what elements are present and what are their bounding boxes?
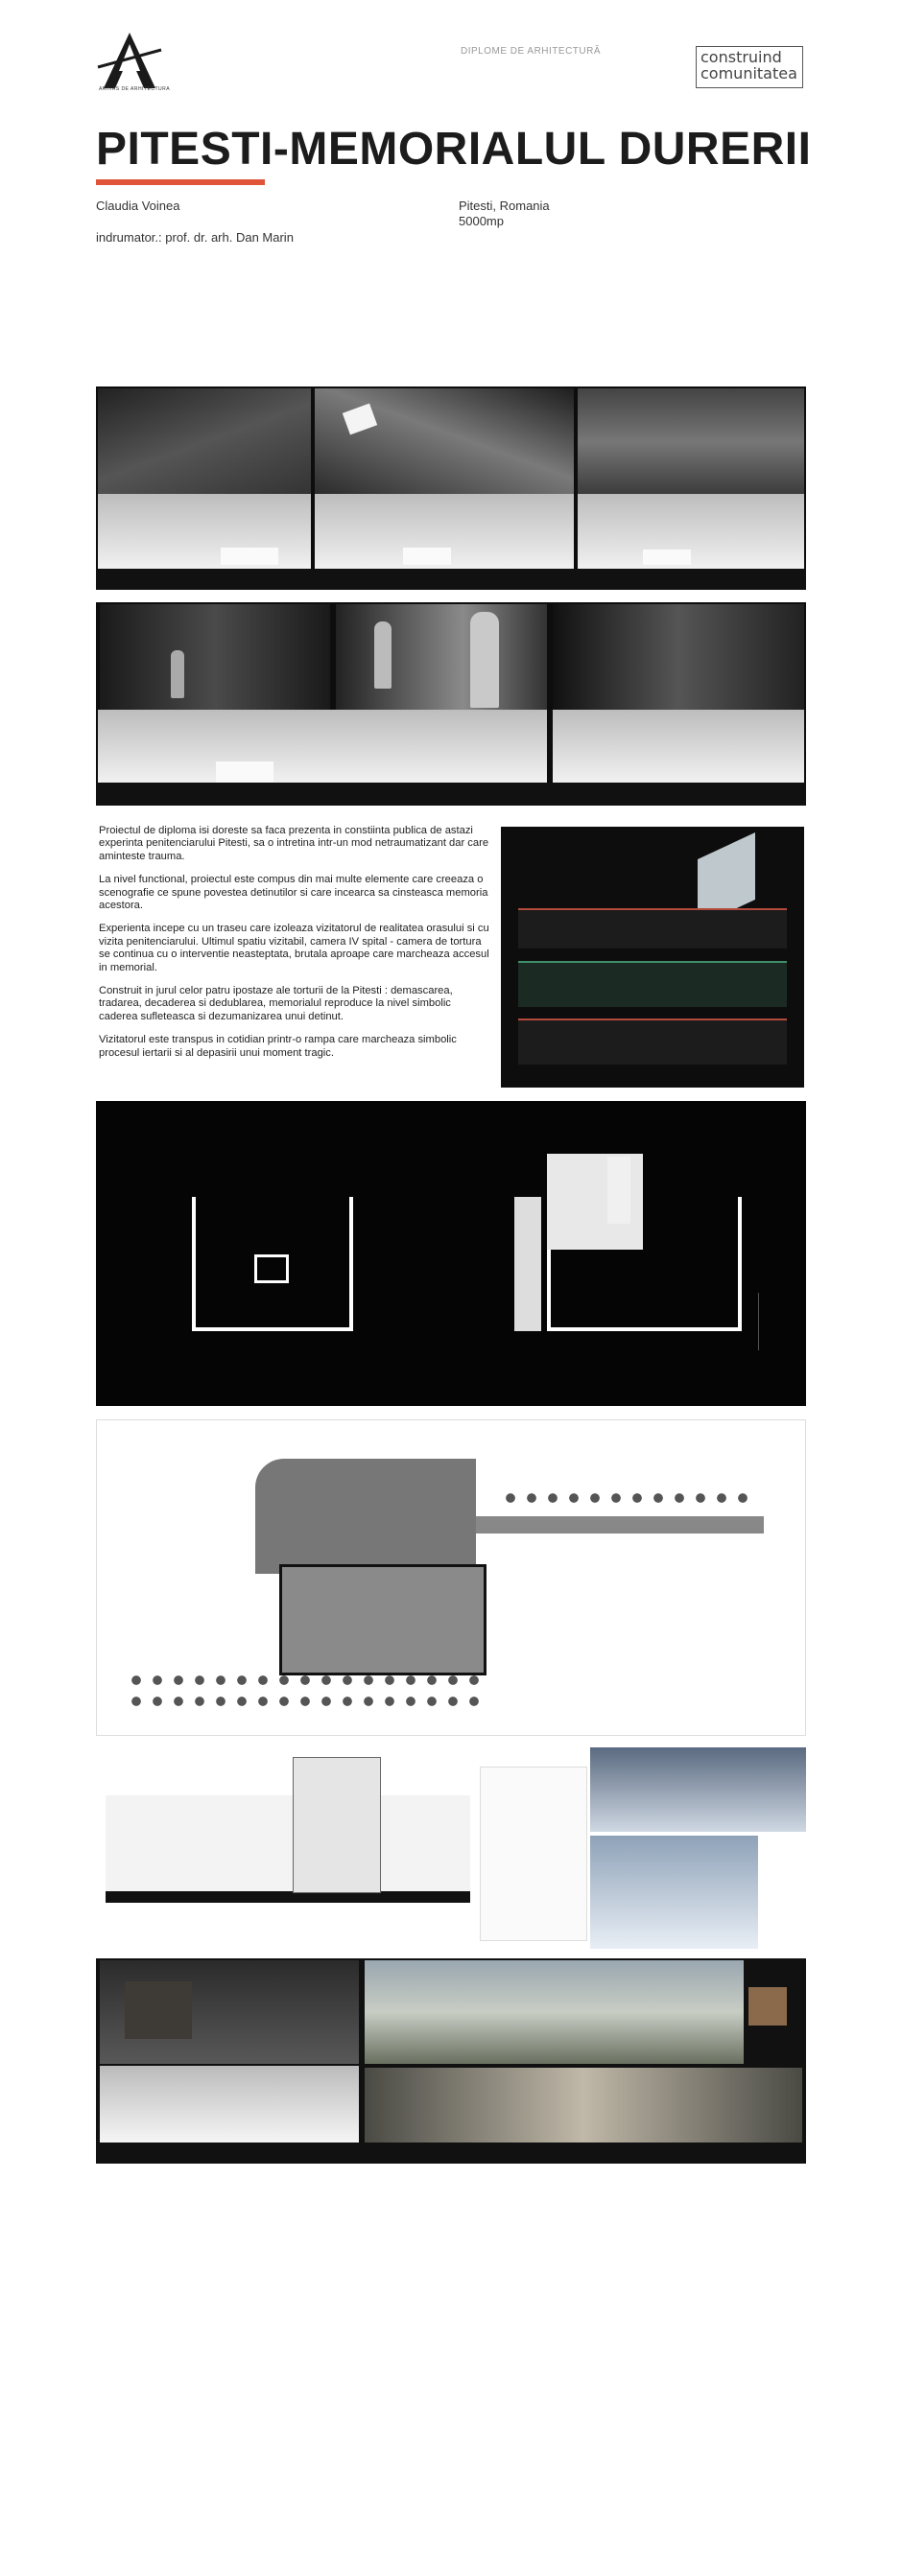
- exterior-render-garden: [365, 1960, 744, 2064]
- partner-logo-line-2: comunitatea: [700, 64, 797, 82]
- corridor-render-1: [100, 604, 330, 710]
- interior-render-blue-2: [590, 1836, 758, 1949]
- category-label: DIPLOME DE ARHITECTURĂ: [461, 46, 602, 57]
- plan-right-tower: [607, 1157, 630, 1224]
- site-plan-trees: [126, 1670, 490, 1708]
- elevation-strip-5: [553, 710, 804, 785]
- partner-logo: [696, 46, 803, 88]
- site-plan: [96, 1419, 806, 1736]
- exterior-renders-panel: [96, 1958, 806, 2164]
- site-plan-trees-row: [500, 1487, 749, 1509]
- figures-render: [553, 604, 804, 710]
- diagram-row-1: [518, 908, 787, 948]
- site-plan-plaza: [255, 1459, 476, 1574]
- plan-legend: [758, 1293, 794, 1350]
- sections-panel: [96, 1747, 806, 1949]
- description-paragraph: Vizitatorul este transpus in cotidian printr-o rampa care marcheaza simbolic procesul iertarii si al depasirii unui moment tragic.: [99, 1034, 457, 1059]
- exterior-render-cube: [125, 1981, 192, 2039]
- board-thumbnail: [501, 827, 804, 1088]
- interior-render-2: [315, 388, 574, 496]
- page-title: PITESTI-MEMORIALUL DURERII: [96, 124, 812, 175]
- plan-right-strip: [514, 1197, 541, 1331]
- ground-line-1: [96, 569, 806, 590]
- render-strip-1: [96, 386, 806, 590]
- description-paragraph: Construit in jurul celor patru ipostaze ale torturii de la Pitesti : demascarea, tradarea, decaderea si dedublarea, memorialul reproduce la nivel simbolic caderea sufleteasca si dezumanizarea unui detinut.: [99, 985, 453, 1022]
- section-drawing: [106, 1795, 470, 1903]
- exterior-render-sculpture: [748, 1987, 787, 2026]
- diagram-row-3: [518, 1019, 787, 1065]
- plan-left-core: [254, 1254, 289, 1283]
- corridor-render-2: [336, 604, 547, 710]
- description-paragraph: Experienta incepe cu un traseu care izoleaza vizitatorul de realitatea orasului si cu vizita penitenciarului. Ultimul spatiu vizitabil, camera IV spital - camera de tortura se continua cu o interventie neasteptata, brutala aproape care marcheaza accesul in memorial.: [99, 923, 489, 973]
- floor-plans-panel: [96, 1101, 806, 1406]
- render-strip-2: [96, 602, 806, 806]
- ground-line-2: [96, 783, 806, 806]
- elevation-building-4: [216, 761, 273, 783]
- elevation-strip-4: [98, 710, 547, 785]
- elevation-strip-1: [98, 494, 311, 571]
- figure-silhouette-3: [470, 612, 499, 708]
- site-plan-courtyard: [279, 1564, 487, 1675]
- description-paragraph: La nivel functional, proiectul este compus din mai multe elemente care creeaza o scenografie ce spune povestea detinutilor si care incearca sa cinsteasca memoria acestora.: [99, 874, 488, 912]
- project-description: [99, 825, 492, 1070]
- interior-render-1: [98, 388, 311, 496]
- diagram-row-2: [518, 961, 787, 1007]
- figure-silhouette-2: [374, 621, 392, 689]
- partner-logo-line-1: construind: [700, 48, 782, 66]
- project-area: 5000mp: [459, 214, 504, 228]
- section-tower: [293, 1757, 381, 1893]
- site-plan-path: [476, 1516, 764, 1534]
- detail-drawing: [480, 1767, 587, 1941]
- figure-silhouette-1: [171, 650, 184, 698]
- author-name: Claudia Voinea: [96, 199, 180, 213]
- description-paragraph: Proiectul de diploma isi doreste sa faca prezenta in constiinta publica de astazi experinta penitenciarului Pitesti, sa o intretina intr-un mod netraumatizant dar care aminteste trauma.: [99, 825, 489, 862]
- elevation-strip-3: [578, 494, 804, 571]
- elevation-building-3: [643, 550, 691, 565]
- interior-render-3: [578, 388, 804, 496]
- title-underline: [96, 179, 265, 185]
- school-logo-text: ARHIAS DE ARHITECTURA: [98, 86, 171, 92]
- elevation-building-2: [403, 548, 451, 565]
- exterior-elevation: [100, 2066, 359, 2143]
- interior-render-blue-1: [590, 1747, 806, 1832]
- advisor-name: indrumator.: prof. dr. arh. Dan Marin: [96, 230, 294, 245]
- interior-render-hall: [365, 2068, 802, 2143]
- elevation-building-1: [221, 548, 278, 565]
- project-location: Pitesti, Romania: [459, 199, 550, 213]
